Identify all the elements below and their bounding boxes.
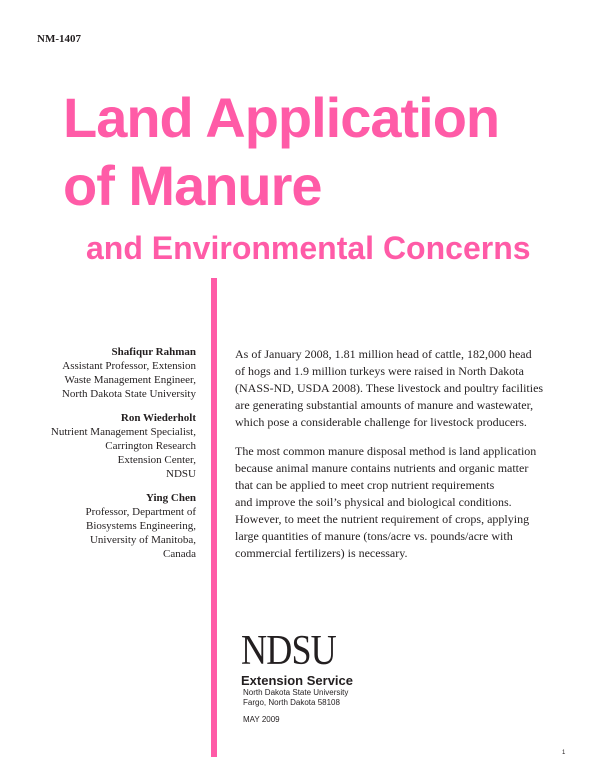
author-affiliation: Professor, Department of Biosystems Engineering, University of Manitoba, Canada: [85, 506, 196, 560]
document-subtitle: and Environmental Concerns: [86, 230, 531, 266]
ndsu-logo: [241, 628, 401, 688]
address-line-1: North Dakota State University: [243, 688, 349, 697]
author-entry: [10, 345, 196, 401]
document-title: [63, 84, 499, 220]
publication-number: NM-1407: [37, 33, 81, 45]
author-list: [10, 345, 196, 571]
logo-subtitle: Extension Service: [241, 673, 353, 688]
publication-date: MAY 2009: [243, 715, 280, 724]
body-paragraph-1: As of January 2008, 1.81 million head of cattle, 182,000 head of hogs and 1.9 million turkeys were raised in North Dakota (NASS-ND, USDA 2008). These livestock and poultry facilities are generating substantial amounts of manure and wastewater, which pose a considerable challenge for livestock producers.: [235, 347, 544, 429]
body-text: [235, 346, 561, 574]
body-paragraph-2: The most common manure disposal method is land application because animal manure contains nutrients and organic matter that can be applied to meet crop nutrient requirements and improve the soil’s physical and biological conditions. However, to meet the nutrient requirement of crops, applying large quantities of manure (tons/acre vs. pounds/acre with commercial fertilizers) is necessary.: [235, 444, 537, 560]
address-block: [243, 688, 348, 708]
vertical-divider: [211, 278, 217, 757]
author-entry: [10, 491, 196, 561]
author-affiliation: Nutrient Management Specialist, Carrington Research Extension Center, NDSU: [50, 426, 196, 480]
title-line-1: Land Application: [63, 86, 500, 149]
author-name: Ron Wiederholt: [120, 412, 196, 424]
author-entry: [10, 411, 196, 481]
address-line-2: Fargo, North Dakota 58108: [243, 698, 340, 707]
author-name: Ying Chen: [145, 492, 196, 504]
logo-wordmark: NDSU: [241, 628, 336, 674]
page-number: 1: [562, 750, 566, 756]
author-affiliation: Assistant Professor, Extension Waste Management Engineer, North Dakota State University: [61, 360, 196, 400]
author-name: Shafiqur Rahman: [111, 346, 196, 358]
title-line-2: of Manure: [63, 154, 322, 217]
